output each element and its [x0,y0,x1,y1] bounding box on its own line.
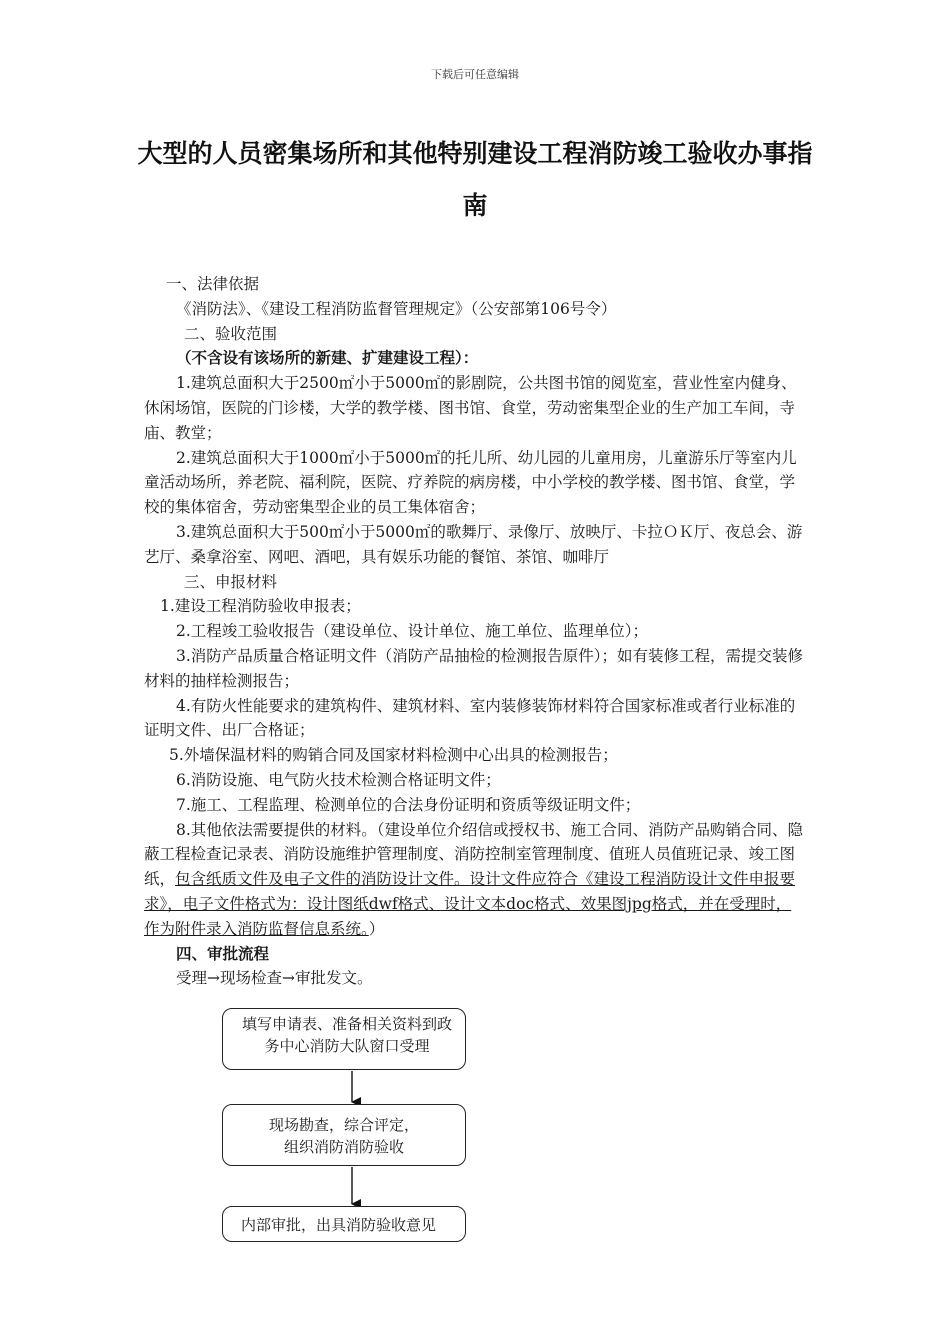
materials-item-8-text: 8.其他依法需要提供的材料。（建设单位介绍信或授权书、施工合同、消防产品购销合同、隐蔽工程检查记录表、消防设施维护管理制度、消防控制室管理制度、值班人员值班记录、竣工图纸， [144,820,804,889]
section-heading-process: 四、审批流程 [176,944,270,963]
materials-item: 5.外墙保温材料的购销合同及国家材料检测中心出具的检测报告； [169,746,618,765]
materials-item: 6.消防设施、电气防火技术检测合格证明文件； [176,770,501,789]
materials-item-8-tail: ） [368,919,385,938]
flowchart-step-text: 内部审批，出具消防验收意见 [241,1216,437,1234]
materials-item-8-underlined-text: 包含纸质文件及电子文件的消防设计文件。设计文件应符合《建设工程消防设计文件申报要求》，电子文件格式为：设计图纸dwf格式、设计文本doc格式、效果图jpg格式，并在受理时，作为附件录入消防监督信息系统。 [144,870,796,938]
document-body [144,272,804,991]
scope-item: 1.建筑总面积大于2500㎡小于5000㎡的影剧院，公共图书馆的阅览室，营业性室内健身、休闲场馆，医院的门诊楼，大学的教学楼、图书馆、食堂，劳动密集型企业的生产加工车间，寺庙、教堂； [144,374,797,442]
flowchart-step-text: 填写申请表、准备相关资料到政务中心消防大队窗口受理 [241,1015,452,1055]
scope-item: 2.建筑总面积大于1000㎡小于5000㎡的托儿所、幼儿园的儿童用房，儿童游乐厅等室内儿童活动场所，养老院、福利院，医院、疗养院的病房楼，中小学校的教学楼、图书馆、食堂，学校的集体宿舍，劳动密集型企业的员工集体宿舍； [144,448,797,517]
scope-note: （不含设有该场所的新建、扩建建设工程）： [176,349,479,368]
materials-item: 7.施工、工程监理、检测单位的合法身份证明和资质等级证明文件； [176,795,641,814]
materials-item-8 [144,818,804,942]
flowchart-step-box [222,1008,466,1070]
flowchart-step-box [222,1104,466,1166]
section-heading-scope: 二、验收范围 [184,324,278,343]
process-summary: 受理→现场检查→审批发文。 [176,969,373,988]
flowchart-step-text: 现场勘查，综合评定， 组织消防消防验收 [268,1116,419,1156]
materials-item: 3.消防产品质量合格证明文件（消防产品抽检的检测报告原件）；如有装修工程，需提交装修材料的抽样检测报告； [144,646,804,690]
section-heading-legal-basis: 一、法律依据 [166,275,260,293]
scope-item: 3.建筑总面积大于500㎡小于5000㎡的歌舞厅、录像厅、放映厅、卡拉ＯＫ厅、夜总会、游艺厅、桑拿浴室、网吧、酒吧，具有娱乐功能的餐馆、茶馆、咖啡厅 [144,522,803,566]
materials-item: 2.工程竣工验收报告（建设单位、设计单位、施工单位、监理单位）； [176,622,649,641]
section-heading-materials: 三、申报材料 [184,572,278,591]
materials-item: 4.有防火性能要求的建筑构件、建筑材料、室内装修装饰材料符合国家标准或者行业标准的证明文件、出厂合格证； [144,696,796,740]
materials-item: 1.建设工程消防验收申报表； [160,597,361,616]
header-note: 下载后可任意编辑 [431,68,519,81]
legal-basis-text: 《消防法》、《建设工程消防监督管理规定》（公安部第106号令） [176,299,617,318]
flowchart-step-box [222,1206,466,1242]
document-title: 大型的人员密集场所和其他特别建设工程消防竣工验收办事指南 [137,139,813,220]
